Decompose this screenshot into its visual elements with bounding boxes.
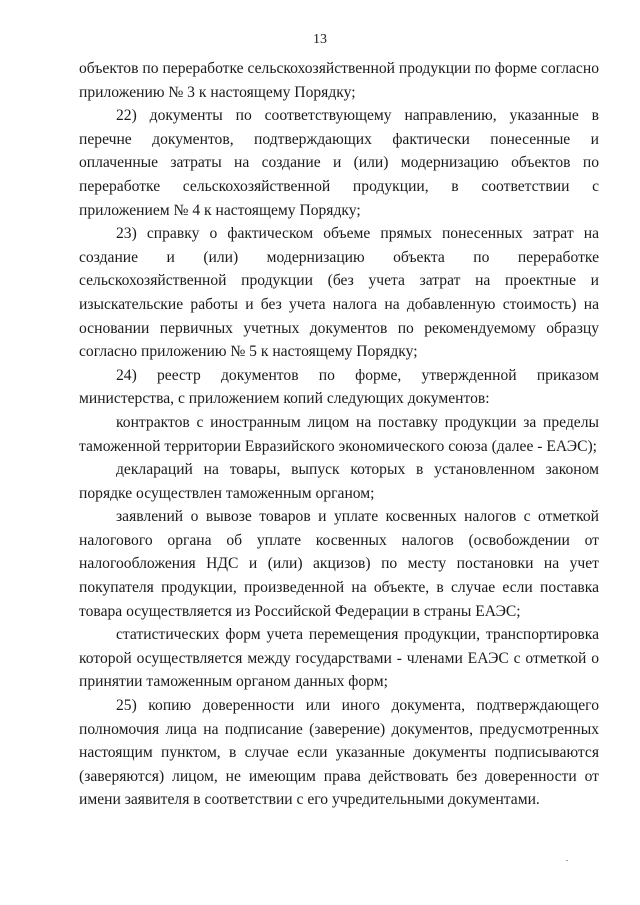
paragraph-applications: заявлений о вывозе товаров и уплате косвенных налогов с отметкой налогового органа об уплате косвенных налогов (освобождении от налогообложения НДС и (или) акцизов) по месту постановки на учет покупателя продукции, произведенной на объекте, в случае если поставка товара осуществляется из Российской Федерации в страны ЕАЭС; (79, 508, 599, 620)
paragraph-declarations: деклараций на товары, выпуск которых в установленном законом порядке осуществлен таможенным органом; (79, 461, 599, 502)
page-number: 13 (313, 32, 327, 47)
paragraph-contracts: контрактов с иностранным лицом на поставку продукции за пределы таможенной территории Евразийского экономического союза (далее - ЕАЭС); (79, 413, 599, 455)
scan-speck (566, 860, 568, 861)
paragraph-item-25: 25) копию доверенности или иного документа, подтверждающего полномочия лица на подписание (заверение) документов, предусмотренных настоящим пунктом, в случае если указанные документы подписываются (заверяются) лицом, не имеющим права действовать без доверенности от имени заявителя в соответствии с его учредительными документами. (79, 697, 599, 809)
document-body (79, 57, 599, 812)
paragraph-continuation: объектов по переработке сельскохозяйственной продукции по форме согласно приложению № 3 к настоящему Порядку; (79, 60, 599, 101)
paragraph-item-23: 23) справку о фактическом объеме прямых понесенных затрат на создание и (или) модернизацию объекта по переработке сельскохозяйственной продукции (без учета затрат на проектные и изыскательские работы и без учета налога на добавленную стоимость) на основании первичных учетных документов по рекомендуемому образцу согласно приложению № 5 к настоящему Порядку; (79, 225, 599, 361)
paragraph-item-22: 22) документы по соответствующему направлению, указанные в перечне документов, подтверждающих фактически понесенные и оплаченные затраты на создание и (или) модернизацию объектов по переработке сельскохозяйственной продукции, в соответствии с приложением № 4 к настоящему Порядку; (79, 107, 599, 219)
paragraph-statistical-forms: статистических форм учета перемещения продукции, транспортировка которой осуществляется между государствами - членами ЕАЭС с отметкой о принятии таможенным органом данных форм; (79, 626, 599, 691)
paragraph-item-24: 24) реестр документов по форме, утвержденной приказом министерства, с приложением копий следующих документов: (79, 366, 599, 408)
